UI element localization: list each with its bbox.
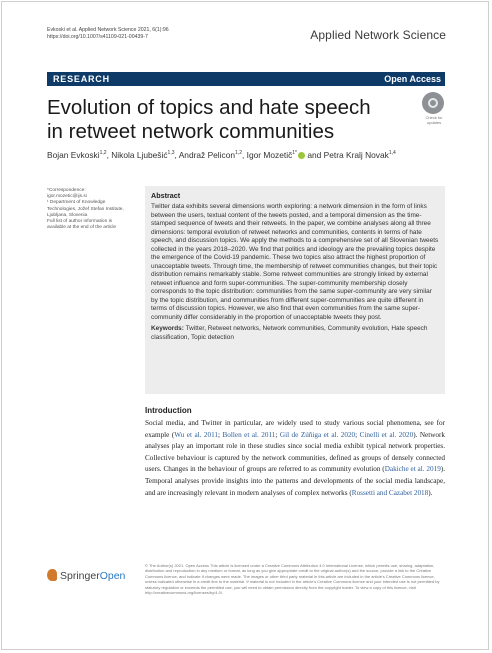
intro-text: ). [428, 488, 433, 497]
citation-header [47, 27, 169, 40]
article-type-label: RESEARCH [53, 74, 110, 84]
doi-link[interactable]: https://doi.org/10.1007/s41109-021-00439-7 [47, 33, 148, 40]
citation-link[interactable]: Cinelli et al. 2020 [359, 430, 414, 439]
author-name[interactable]: Igor Mozetič [246, 150, 293, 160]
author-affiliation-marker: 1* [292, 150, 298, 157]
keywords-list: Twitter, Retweet networks, Network communities, Community evolution, Hate speech classification, Topic detection [151, 325, 428, 341]
orcid-icon[interactable] [298, 152, 305, 159]
correspondence-label: *Correspondence: [47, 188, 86, 193]
citation-separator: ; [218, 430, 223, 439]
article-type-bar [47, 72, 445, 86]
brand-open: Open [99, 570, 126, 582]
author-affiliation-marker: 1,4 [388, 150, 396, 157]
introduction-paragraph [145, 418, 445, 499]
affiliation-note: Full list of author information is available at the end of the article [47, 219, 117, 231]
author-name[interactable]: Nikola Ljubešić [111, 150, 168, 160]
author-list: Bojan Evkoski$^{1,2}$, Nikola Ljubešić$^{1,3}$, Andraž Pelicon$^{1,2}$, Igor Mozetič$^{1*}$ and Petra Kralj Novak$^{1,4}$ [47, 150, 396, 160]
check-for-updates-icon[interactable] [422, 92, 444, 114]
license-text: © The Author(s) 2021. Open Access This article is licensed under a Creative Commons Attribution 4.0 International License, which permits use, sharing, adaptation, distribution and reproduction in any medium or format, as long as you give appropriate credit to the original author(s) and the source, provide a link to the Creative Commons licence, and indicate if changes were made. The images or other third party material in this article are included in the article's Creative Commons licence, unless indicated otherwise in a credit line to the material. If material is not included in the article's Creative Commons licence and your intended use is not permitted by statutory regulation or exceeds the permitted use, you will need to obtain permission directly from the copyright holder. To view a copy of this licence, visit http://creativecommons.org/licenses/by/4.0/. [145, 563, 440, 596]
section-heading-introduction: Introduction [145, 406, 192, 415]
open-access-label: Open Access [384, 74, 441, 84]
author-name[interactable]: Andraž Pelicon [178, 150, 236, 160]
abstract-text: Twitter data exhibits several dimensions worth exploring: a network dimension in the form of links between the users, textual content of the tweets posted, and a temporal dimension as the time-stamped sequence of tweets and their retweets. In the paper, we combine analyses along all three dimensions: temporal evolution of retweet networks and communities, contents in terms of hate speech, and discussion topics. We apply the methods to a comprehensive set of all Slovenian tweets collected in the years 2018–2020. We find that politics and ideology are the prevailing topics despite the emergence of the Covid-19 pandemic. These two topics also attract the highest proportion of unacceptable tweets. Through time, the membership of retweet communities changes, but their topic distribution remains remarkably stable. Some retweet communities are strongly linked by external retweet influence and form super-communities. The super-community membership closely corresponds to the topic distribution: communities from the same super-community are very similar by the topic distribution, and communities from different super-communities are quite different in terms of discussion topics. However, we also find that even communities from the same super-community differ considerably in the proportion of unacceptable tweets they post. [151, 203, 439, 321]
citation-link[interactable]: Bollen et al. 2011 [222, 430, 276, 439]
author-affiliation-marker: 1,3 [167, 150, 175, 157]
check-for-updates-label[interactable]: Check for updates [425, 115, 443, 125]
author-name[interactable]: Bojan Evkoski [47, 150, 100, 160]
affiliation-sidebar [47, 188, 129, 231]
springer-horse-icon [47, 569, 57, 581]
citation-separator: ; [355, 430, 360, 439]
citation-link[interactable]: Dakiche et al. 2019 [384, 465, 441, 474]
abstract-box [145, 186, 445, 394]
citation-separator: ; [275, 430, 280, 439]
article-title: Evolution of topics and hate speech in retweet network communities [47, 96, 371, 143]
journal-name: Applied Network Science [310, 28, 446, 42]
keywords-label: Keywords: [151, 325, 184, 332]
correspondence-email[interactable]: igor.mozetic@ijs.si [47, 194, 87, 200]
author-affiliation-marker: 1,2 [99, 150, 107, 157]
intro-text: ). Temporal analyses provide insights into the patterns and developments of the social media landscape, and are increasingly relevant in modern analyses of complex networks ( [145, 465, 445, 497]
intro-text: ). Network analyses play an important role in these studies since social media exhibit typical network properties. Collective behaviour is captured by the network communities, defined as groups of densely connected users. Changes in the behaviour of groups are referred to as community evolution ( [145, 430, 446, 474]
author-name[interactable]: Petra Kralj Novak [323, 150, 389, 160]
abstract-heading: Abstract [151, 191, 181, 200]
keywords [151, 325, 439, 342]
brand-name: Springer [60, 570, 100, 582]
citation-line: Evkoski et al. Applied Network Science 2021, 6(1):96 [47, 27, 169, 33]
author-affiliation-marker: 1,2 [235, 150, 242, 157]
citation-link[interactable]: Gil de Zúñiga et al. 2020 [279, 430, 356, 439]
intro-text: Social media, and Twitter in particular, are widely used to study various social phenomena, see for example ( [145, 419, 445, 439]
springer-open-logo [47, 569, 125, 582]
affiliation-text: ¹ Department of Knowledge Technologies, Jožef Stefan Institute, Ljubljana, Slovenia [47, 200, 124, 218]
citation-link[interactable]: Wu et al. 2011 [174, 430, 219, 439]
citation-link[interactable]: Rossetti and Cazabet 2018 [351, 488, 429, 497]
